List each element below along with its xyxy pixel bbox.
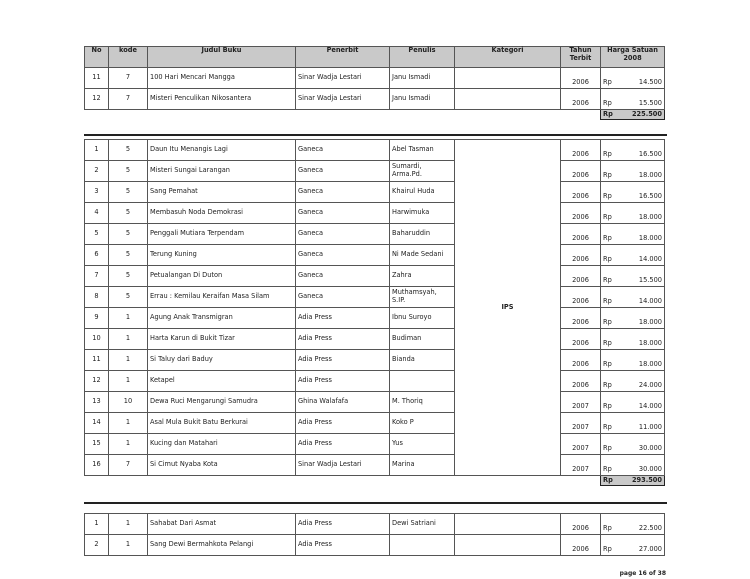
- cell-penulis: Yus: [390, 434, 455, 455]
- col-penerbit: Penerbit: [296, 47, 390, 68]
- cell-judul: Terung Kuning: [148, 245, 296, 266]
- cell-harga: 14.500: [619, 68, 665, 89]
- cell-harga: 22.500: [619, 514, 665, 535]
- cell-currency: Rp: [601, 434, 620, 455]
- cell-harga: 18.000: [619, 329, 665, 350]
- cell-tahun: 2006: [561, 224, 601, 245]
- table-row: [85, 535, 665, 556]
- cell-harga: 16.500: [619, 140, 665, 161]
- cell-penerbit: Ganeca: [296, 140, 390, 161]
- cell-currency: Rp: [601, 329, 620, 350]
- cell-currency: Rp: [601, 308, 620, 329]
- cell-penulis: Marina: [390, 455, 455, 476]
- total-row: [85, 476, 665, 486]
- cell-tahun: 2007: [561, 413, 601, 434]
- cell-judul: Misteri Penculikan Nikosantera: [148, 89, 296, 110]
- cell-currency: Rp: [601, 455, 620, 476]
- cell-no: 16: [85, 455, 109, 476]
- cell-judul: Si Taluy dari Baduy: [148, 350, 296, 371]
- cell-no: 12: [85, 89, 109, 110]
- cell-currency: Rp: [601, 203, 620, 224]
- cell-no: 11: [85, 68, 109, 89]
- cell-kode: 5: [109, 203, 148, 224]
- table-row: [85, 413, 665, 434]
- cell-judul: 100 Hari Mencari Mangga: [148, 68, 296, 89]
- total-row: [85, 110, 665, 120]
- cell-penulis: Harwimuka: [390, 203, 455, 224]
- table-row: [85, 245, 665, 266]
- cell-currency: Rp: [601, 68, 620, 89]
- cell-judul: Sang Dewi Bermahkota Pelangi: [148, 535, 296, 556]
- cell-penerbit: Ghina Walafafa: [296, 392, 390, 413]
- cell-penulis: Budiman: [390, 329, 455, 350]
- cell-kode: 5: [109, 224, 148, 245]
- cell-kategori: [455, 535, 561, 556]
- cell-judul: Sang Pemahat: [148, 182, 296, 203]
- cell-harga: 11.000: [619, 413, 665, 434]
- cell-currency: Rp: [601, 514, 620, 535]
- total-spacer: [85, 110, 601, 120]
- cell-no: 14: [85, 413, 109, 434]
- cell-kode: 5: [109, 161, 148, 182]
- cell-tahun: 2006: [561, 89, 601, 110]
- cell-no: 2: [85, 535, 109, 556]
- col-kategori: Kategori: [455, 47, 561, 68]
- cell-no: 9: [85, 308, 109, 329]
- cell-kode: 7: [109, 68, 148, 89]
- cell-penerbit: Ganeca: [296, 182, 390, 203]
- cell-penerbit: Ganeca: [296, 224, 390, 245]
- cell-no: 1: [85, 514, 109, 535]
- cell-tahun: 2006: [561, 266, 601, 287]
- cell-penerbit: Sinar Wadja Lestari: [296, 89, 390, 110]
- col-kode: kode: [109, 47, 148, 68]
- cell-kode: 5: [109, 182, 148, 203]
- cell-currency: Rp: [601, 287, 620, 308]
- cell-tahun: 2006: [561, 203, 601, 224]
- cell-no: 10: [85, 329, 109, 350]
- cell-tahun: 2006: [561, 68, 601, 89]
- table-row: [85, 89, 665, 110]
- cell-judul: Si Cimut Nyaba Kota: [148, 455, 296, 476]
- cell-judul: Daun Itu Menangis Lagi: [148, 140, 296, 161]
- cell-kode: 10: [109, 392, 148, 413]
- table-row: [85, 287, 665, 308]
- cell-judul: Membasuh Noda Demokrasi: [148, 203, 296, 224]
- cell-tahun: 2007: [561, 455, 601, 476]
- cell-harga: 14.000: [619, 287, 665, 308]
- table-row: [85, 68, 665, 89]
- table-row: [85, 371, 665, 392]
- cell-penerbit: Sinar Wadja Lestari: [296, 68, 390, 89]
- cell-judul: Errau : Kemilau Keraifan Masa Silam: [148, 287, 296, 308]
- book-table-2: [84, 139, 665, 486]
- divider: [84, 502, 667, 504]
- cell-kode: 5: [109, 266, 148, 287]
- cell-kategori: [455, 89, 561, 110]
- cell-penulis: Khairul Huda: [390, 182, 455, 203]
- cell-kode: 1: [109, 329, 148, 350]
- cell-penulis: [390, 371, 455, 392]
- cell-harga: 18.000: [619, 350, 665, 371]
- page-footer: page 16 of 38: [619, 570, 666, 577]
- cell-penerbit: Adia Press: [296, 535, 390, 556]
- cell-judul: Ketapel: [148, 371, 296, 392]
- cell-kode: 1: [109, 371, 148, 392]
- table-row: [85, 392, 665, 413]
- col-tahun: Tahun Terbit: [561, 47, 601, 68]
- cell-tahun: 2007: [561, 434, 601, 455]
- cell-currency: Rp: [601, 350, 620, 371]
- cell-currency: Rp: [601, 140, 620, 161]
- total-amount: 225.500: [619, 110, 665, 120]
- cell-penulis: Janu Ismadi: [390, 89, 455, 110]
- cell-tahun: 2006: [561, 535, 601, 556]
- cell-tahun: 2006: [561, 371, 601, 392]
- cell-penulis: Dewi Satriani: [390, 514, 455, 535]
- table-row: [85, 434, 665, 455]
- cell-judul: Sahabat Dari Asmat: [148, 514, 296, 535]
- col-penulis: Penulis: [390, 47, 455, 68]
- cell-kategori: [455, 68, 561, 89]
- table-row: [85, 203, 665, 224]
- cell-judul: Petualangan Di Duton: [148, 266, 296, 287]
- cell-no: 4: [85, 203, 109, 224]
- cell-penerbit: Ganeca: [296, 266, 390, 287]
- cell-penerbit: Sinar Wadja Lestari: [296, 455, 390, 476]
- cell-currency: Rp: [601, 371, 620, 392]
- cell-tahun: 2006: [561, 287, 601, 308]
- cell-penerbit: Adia Press: [296, 371, 390, 392]
- cell-currency: Rp: [601, 245, 620, 266]
- cell-no: 15: [85, 434, 109, 455]
- book-table-1: [84, 46, 665, 120]
- total-currency: Rp: [601, 110, 620, 120]
- cell-kode: 7: [109, 455, 148, 476]
- col-judul: Judul Buku: [148, 47, 296, 68]
- cell-penerbit: Adia Press: [296, 413, 390, 434]
- table-row: [85, 161, 665, 182]
- table-row: [85, 455, 665, 476]
- cell-tahun: 2006: [561, 514, 601, 535]
- cell-no: 13: [85, 392, 109, 413]
- cell-harga: 30.000: [619, 455, 665, 476]
- cell-tahun: 2006: [561, 161, 601, 182]
- cell-penulis: Ni Made Sedani: [390, 245, 455, 266]
- cell-kode: 5: [109, 140, 148, 161]
- cell-penulis: Baharuddin: [390, 224, 455, 245]
- cell-penulis: Koko P: [390, 413, 455, 434]
- cell-harga: 16.500: [619, 182, 665, 203]
- cell-penulis: Abel Tasman: [390, 140, 455, 161]
- cell-no: 1: [85, 140, 109, 161]
- cell-kode: 1: [109, 413, 148, 434]
- cell-tahun: 2006: [561, 140, 601, 161]
- col-harga: Harga Satuan 2008: [601, 47, 665, 68]
- cell-penulis: Bianda: [390, 350, 455, 371]
- cell-kode: 1: [109, 434, 148, 455]
- cell-currency: Rp: [601, 392, 620, 413]
- cell-judul: Kucing dan Matahari: [148, 434, 296, 455]
- cell-currency: Rp: [601, 413, 620, 434]
- total-currency: Rp: [601, 476, 620, 486]
- cell-tahun: 2006: [561, 329, 601, 350]
- cell-harga: 14.000: [619, 245, 665, 266]
- cell-tahun: 2006: [561, 308, 601, 329]
- table-row: [85, 514, 665, 535]
- cell-judul: Penggali Mutiara Terpendam: [148, 224, 296, 245]
- cell-currency: Rp: [601, 161, 620, 182]
- cell-harga: 15.500: [619, 266, 665, 287]
- cell-harga: 30.000: [619, 434, 665, 455]
- cell-kode: 7: [109, 89, 148, 110]
- cell-no: 7: [85, 266, 109, 287]
- cell-harga: 24.000: [619, 371, 665, 392]
- table-row: [85, 329, 665, 350]
- cell-kategori: [455, 514, 561, 535]
- col-no: No: [85, 47, 109, 68]
- cell-penulis: Ibnu Suroyo: [390, 308, 455, 329]
- cell-kategori: IPS: [455, 140, 561, 476]
- cell-penulis: Janu Ismadi: [390, 68, 455, 89]
- cell-currency: Rp: [601, 89, 620, 110]
- cell-no: 3: [85, 182, 109, 203]
- cell-no: 12: [85, 371, 109, 392]
- cell-penerbit: Adia Press: [296, 514, 390, 535]
- table-row: [85, 266, 665, 287]
- divider: [84, 134, 667, 136]
- cell-kode: 5: [109, 245, 148, 266]
- cell-tahun: 2006: [561, 182, 601, 203]
- cell-currency: Rp: [601, 182, 620, 203]
- cell-no: 11: [85, 350, 109, 371]
- cell-penerbit: Ganeca: [296, 245, 390, 266]
- cell-penerbit: Adia Press: [296, 350, 390, 371]
- cell-penerbit: Adia Press: [296, 308, 390, 329]
- cell-penerbit: Adia Press: [296, 329, 390, 350]
- cell-judul: Misteri Sungai Larangan: [148, 161, 296, 182]
- cell-currency: Rp: [601, 224, 620, 245]
- cell-harga: 18.000: [619, 224, 665, 245]
- cell-judul: Agung Anak Transmigran: [148, 308, 296, 329]
- cell-tahun: 2006: [561, 350, 601, 371]
- cell-kode: 1: [109, 308, 148, 329]
- cell-kode: 1: [109, 535, 148, 556]
- cell-harga: 15.500: [619, 89, 665, 110]
- cell-penulis: Zahra: [390, 266, 455, 287]
- cell-harga: 14.000: [619, 392, 665, 413]
- cell-penerbit: Ganeca: [296, 203, 390, 224]
- cell-judul: Harta Karun di Bukit Tizar: [148, 329, 296, 350]
- table-row: [85, 182, 665, 203]
- cell-penerbit: Ganeca: [296, 287, 390, 308]
- cell-currency: Rp: [601, 266, 620, 287]
- cell-harga: 18.000: [619, 161, 665, 182]
- cell-penulis: Sumardi, Arma.Pd.: [390, 161, 455, 182]
- cell-currency: Rp: [601, 535, 620, 556]
- table-row: [85, 350, 665, 371]
- cell-kode: 1: [109, 514, 148, 535]
- cell-harga: 27.000: [619, 535, 665, 556]
- total-spacer: [85, 476, 601, 486]
- table-row: [85, 224, 665, 245]
- cell-no: 2: [85, 161, 109, 182]
- cell-judul: Dewa Ruci Mengarungi Samudra: [148, 392, 296, 413]
- cell-no: 5: [85, 224, 109, 245]
- cell-no: 8: [85, 287, 109, 308]
- cell-harga: 18.000: [619, 308, 665, 329]
- cell-judul: Asal Mula Bukit Batu Berkurai: [148, 413, 296, 434]
- header-row: [85, 47, 665, 68]
- cell-penulis: [390, 535, 455, 556]
- cell-kode: 1: [109, 350, 148, 371]
- book-table-3: [84, 513, 665, 556]
- cell-penerbit: Ganeca: [296, 161, 390, 182]
- cell-harga: 18.000: [619, 203, 665, 224]
- cell-tahun: 2006: [561, 245, 601, 266]
- cell-penerbit: Adia Press: [296, 434, 390, 455]
- table-row: [85, 140, 665, 161]
- cell-kode: 5: [109, 287, 148, 308]
- cell-no: 6: [85, 245, 109, 266]
- cell-tahun: 2007: [561, 392, 601, 413]
- total-amount: 293.500: [619, 476, 665, 486]
- table-row: [85, 308, 665, 329]
- cell-penulis: Muthamsyah, S.IP.: [390, 287, 455, 308]
- cell-penulis: M. Thoriq: [390, 392, 455, 413]
